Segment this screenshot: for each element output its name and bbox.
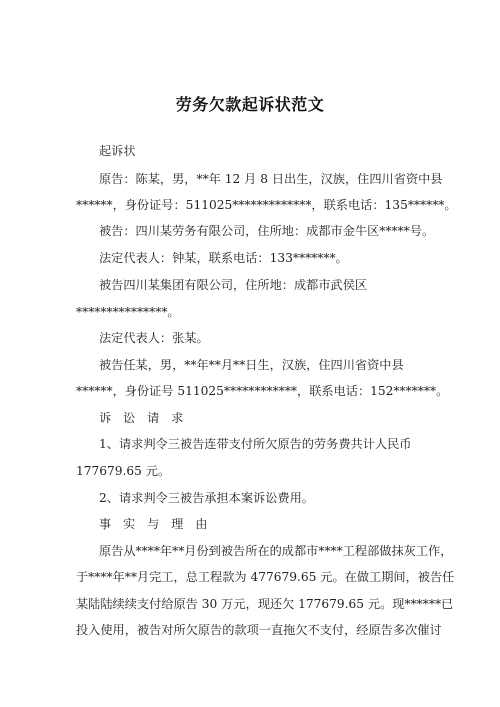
claim-2: 2、请求判令三被告承担本案诉讼费用。 [99, 491, 314, 505]
defendant-1-info: 被告：四川某劳务有限公司，住所地：成都市金牛区*****号。 [99, 224, 435, 238]
defendant-3-info-line-1: 被告任某，男，**年**月**日生，汉族，住四川省资中县 [99, 358, 404, 372]
facts-line-1: 原告从****年**月份到被告所在的成都市****工程部做抹灰工作， [99, 544, 453, 558]
facts-line-4: 投入使用，被告对所欠原告的款项一直拖欠不支付，经原告多次催讨 [76, 623, 442, 637]
defendant-2-representative: 法定代表人：张某。 [99, 331, 209, 345]
facts-line-2: 于****年**月完工，总工程款为 477679.65 元。在做工期间，被告任 [76, 570, 455, 584]
plaintiff-info-line-1: 原告：陈某，男，**年 12 月 8 日出生，汉族，住四川省资中县 [99, 172, 443, 186]
defendant-2-info-line-1: 被告四川某集团有限公司，住所地：成都市武侯区 [99, 278, 368, 292]
facts-line-3: 某陆陆续续支付给原告 30 万元，现还欠 177679.65 元。现******已 [76, 597, 454, 611]
document-title: 劳务欠款起诉状范文 [175, 95, 325, 114]
plaintiff-info-line-2: ******，身份证号：511025*************，联系电话：135******。 [76, 198, 457, 212]
defendant-1-representative: 法定代表人：钟某，联系电话：133*******。 [99, 251, 348, 265]
defendant-2-info-line-2: ***************。 [76, 305, 180, 319]
claim-1-line-2: 177679.65 元。 [76, 464, 171, 478]
defendant-3-info-line-2: ******，身份证号 511025************，联系电话：152*******。 [76, 384, 449, 398]
facts-heading: 事 实 与 理 由 [99, 517, 212, 531]
claims-heading: 诉 讼 请 求 [99, 411, 188, 425]
claim-1-line-1: 1、请求判令三被告连带支付所欠原告的劳务费共计人民币 [99, 437, 412, 451]
complaint-heading: 起诉状 [99, 144, 136, 158]
